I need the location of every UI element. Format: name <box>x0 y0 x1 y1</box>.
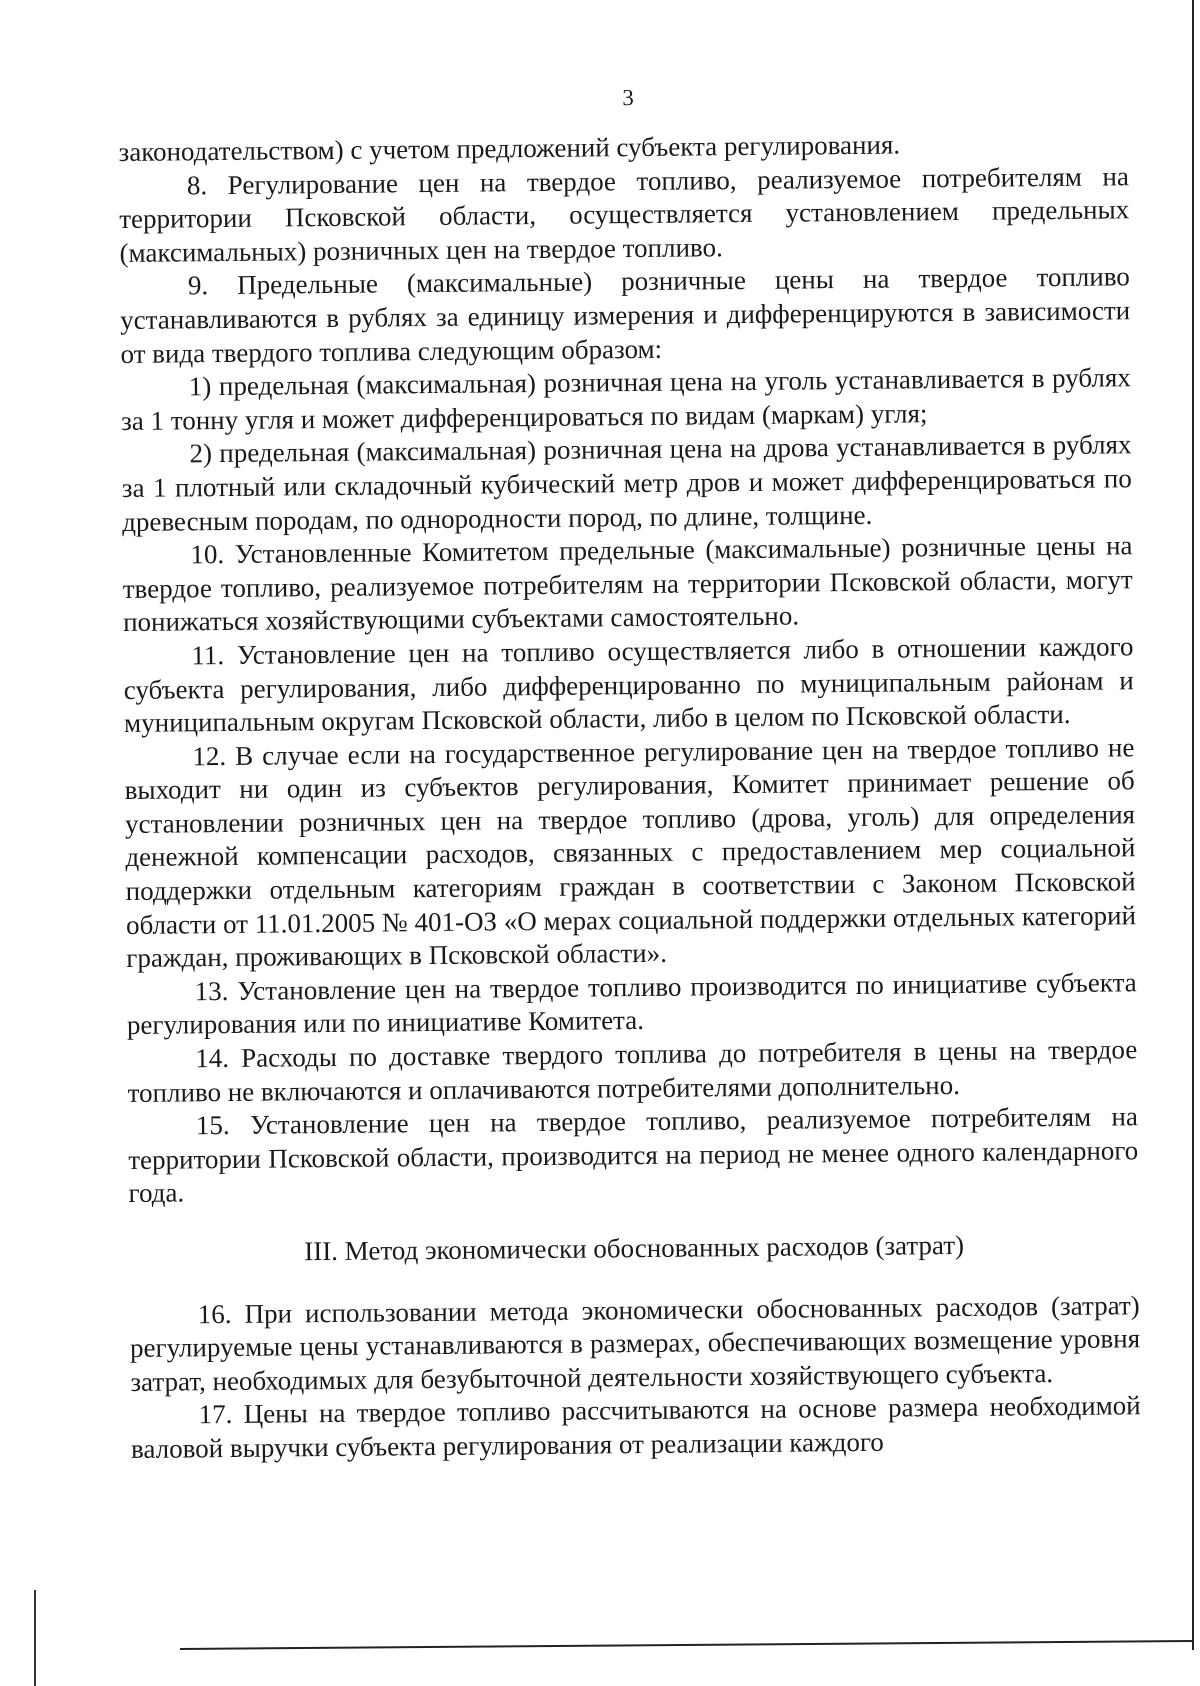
paragraphs-after-section <box>130 1289 1142 1467</box>
paragraph-12: 12. В случае если на государственное регулирование цен на твердое топливо не выходит ни один из субъектов регулирования, Комитет принимает решение об установлении розничных цен на твердое топливо (дрова, уголь) для определения денежной компенсации расходов, связанных с предоставлением мер социальной поддержки отдельным категориям граждан в соответствии с Законом Псковской области от 11.01.2005 № 401-ОЗ «О мерах социальной поддержки отдельных категорий граждан, проживающих в Псковской области». <box>124 731 1137 974</box>
paragraph-8: 8. Регулирование цен на твердое топливо, реализуемое потребителям на территории Псковской области, осуществляется установлением предельных (максимальных) розничных цен на твердое топливо. <box>119 160 1130 268</box>
paragraph-9: 9. Предельные (максимальные) розничные цены на твердое топливо устанавливаются в рублях за единицу измерения и дифференцируются в зависимости от вида твердого топлива следующим образом: <box>120 261 1131 369</box>
paragraph-11: 11. Установление цен на топливо осуществляется либо в отношении каждого субъекта регулирования, либо дифференцированно по муниципальным районам и муниципальным округам Псковской области, либо в целом по Псковской области. <box>123 631 1134 739</box>
paragraph-9-item-2: 2) предельная (максимальная) розничная цена на дрова устанавливается в рублях за 1 плотный или складочный кубический метр дров и может дифференцироваться по древесным породам, по однородности пород, по длине, толщине. <box>121 429 1132 537</box>
scan-edge-bottom <box>180 1640 1192 1650</box>
paragraph-13: 13. Установление цен на твердое топливо производится по инициативе субъекта регулирования или по инициативе Комитета. <box>126 967 1137 1041</box>
paragraphs-before-section <box>118 126 1138 1211</box>
paragraph-9-item-1: 1) предельная (максимальная) розничная цена на уголь устанавливается в рублях за 1 тонну угля и может дифференцироваться по видам (маркам) угля; <box>121 362 1131 436</box>
paragraph-continuation: законодательством) с учетом предложений субъекта регулирования. <box>118 129 901 167</box>
page-number: 3 <box>622 85 634 111</box>
paragraph-16: 16. При использовании метода экономически обоснованных расходов (затрат) регулируемые цены устанавливаются в размерах, обеспечивающих возмещение уровня затрат, необходимых для безубыточной деятельности хозяйствующего субъекта. <box>129 1289 1141 1397</box>
section-heading: III. Метод экономически обоснованных расходов (затрат) <box>304 1229 965 1267</box>
scan-edge-right <box>1192 0 1194 1650</box>
paragraph-14: 14. Расходы по доставке твердого топлива до потребителя в цены на твердое топливо не включаются и оплачиваются потребителями дополнительно. <box>127 1034 1138 1108</box>
paragraph-17: 17. Цены на твердое топливо рассчитываются на основе размера необходимой валовой выручки субъекта регулирования от реализации каждого <box>130 1390 1141 1464</box>
paragraph-10: 10. Установленные Комитетом предельные (максимальные) розничные цены на твердое топливо, реализуемое потребителям на территории Псковской области, могут понижаться хозяйствующими субъектами самостоятельно. <box>122 530 1133 638</box>
document-page <box>118 80 1141 1466</box>
scan-edge-left <box>34 1590 36 1686</box>
paragraph-15: 15. Установление цен на твердое топливо, реализуемое потребителям на территории Псковской области, производится на период не менее одного календарного года. <box>128 1101 1139 1209</box>
